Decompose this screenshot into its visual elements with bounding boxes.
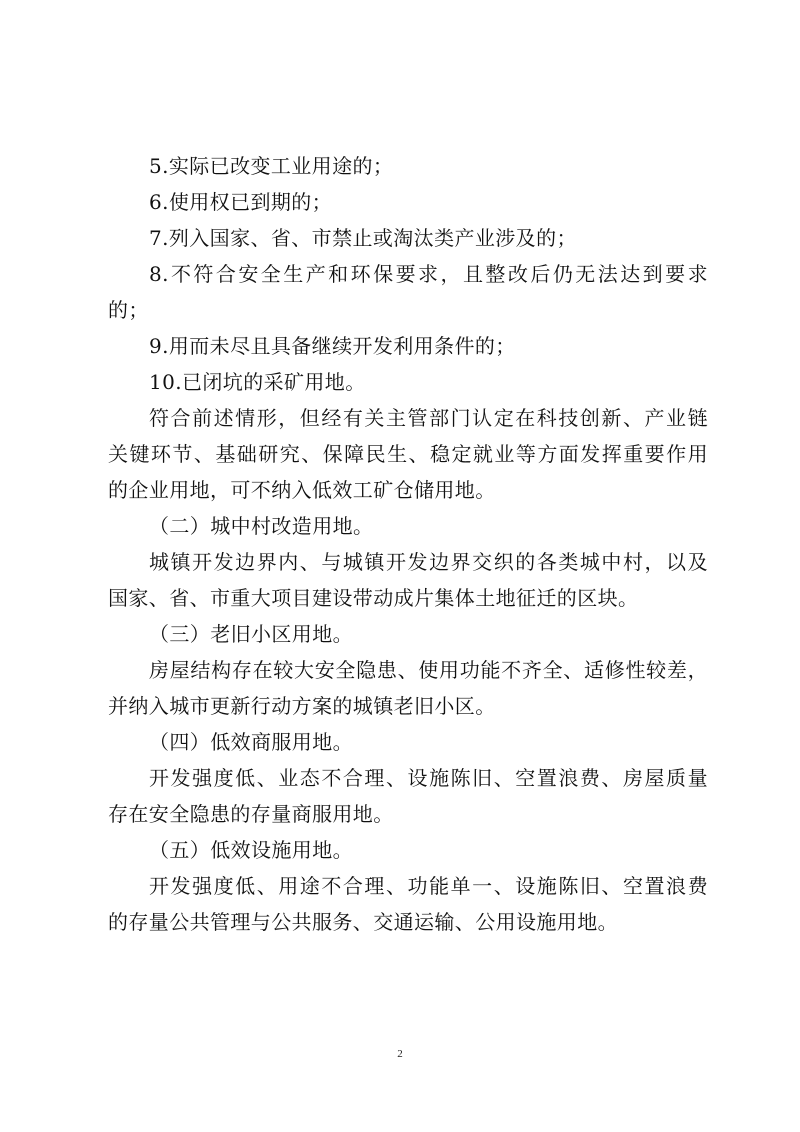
list-item-8-line-2: 的； <box>108 298 149 322</box>
list-item-7: 7.列入国家、省、市禁止或淘汰类产业涉及的； <box>149 226 577 250</box>
paragraph-commercial-line-2: 存在安全隐患的存量商服用地。 <box>108 802 394 826</box>
section-heading-4: （四）低效商服用地。 <box>149 730 353 754</box>
paragraph-old-community-line-2: 并纳入城市更新行动方案的城镇老旧小区。 <box>108 694 496 718</box>
section-heading-5: （五）低效设施用地。 <box>149 838 353 862</box>
paragraph-village-line-2: 国家、省、市重大项目建设带动成片集体土地征迁的区块。 <box>108 586 639 610</box>
list-item-10: 10.已闭坑的采矿用地。 <box>149 370 366 394</box>
paragraph-village-line-1: 城镇开发边界内、与城镇开发边界交织的各类城中村，以及 <box>149 550 708 574</box>
page-number: 2 <box>397 1048 403 1060</box>
list-item-8-line-1: 8.不符合安全生产和环保要求，且整改后仍无法达到要求 <box>149 262 708 286</box>
paragraph-facility-line-2: 的存量公共管理与公共服务、交通运输、公用设施用地。 <box>108 910 618 934</box>
list-item-5: 5.实际已改变工业用途的； <box>149 154 394 178</box>
section-heading-3: （三）老旧小区用地。 <box>149 622 353 646</box>
document-body <box>108 148 708 940</box>
paragraph-commercial-line-1: 开发强度低、业态不合理、设施陈旧、空置浪费、房屋质量 <box>149 766 708 790</box>
paragraph-exception-line-3: 的企业用地，可不纳入低效工矿仓储用地。 <box>108 478 496 502</box>
paragraph-exception-line-1: 符合前述情形，但经有关主管部门认定在科技创新、产业链 <box>149 406 708 430</box>
paragraph-facility-line-1: 开发强度低、用途不合理、功能单一、设施陈旧、空置浪费 <box>149 874 708 898</box>
section-heading-2: （二）城中村改造用地。 <box>149 514 374 538</box>
list-item-6: 6.使用权已到期的； <box>149 190 333 214</box>
paragraph-exception-line-2: 关键环节、基础研究、保障民生、稳定就业等方面发挥重要作用 <box>108 442 708 466</box>
paragraph-old-community-line-1: 房屋结构存在较大安全隐患、使用功能不齐全、适修性较差， <box>149 658 708 682</box>
list-item-9: 9.用而未尽且具备继续开发利用条件的； <box>149 334 516 358</box>
